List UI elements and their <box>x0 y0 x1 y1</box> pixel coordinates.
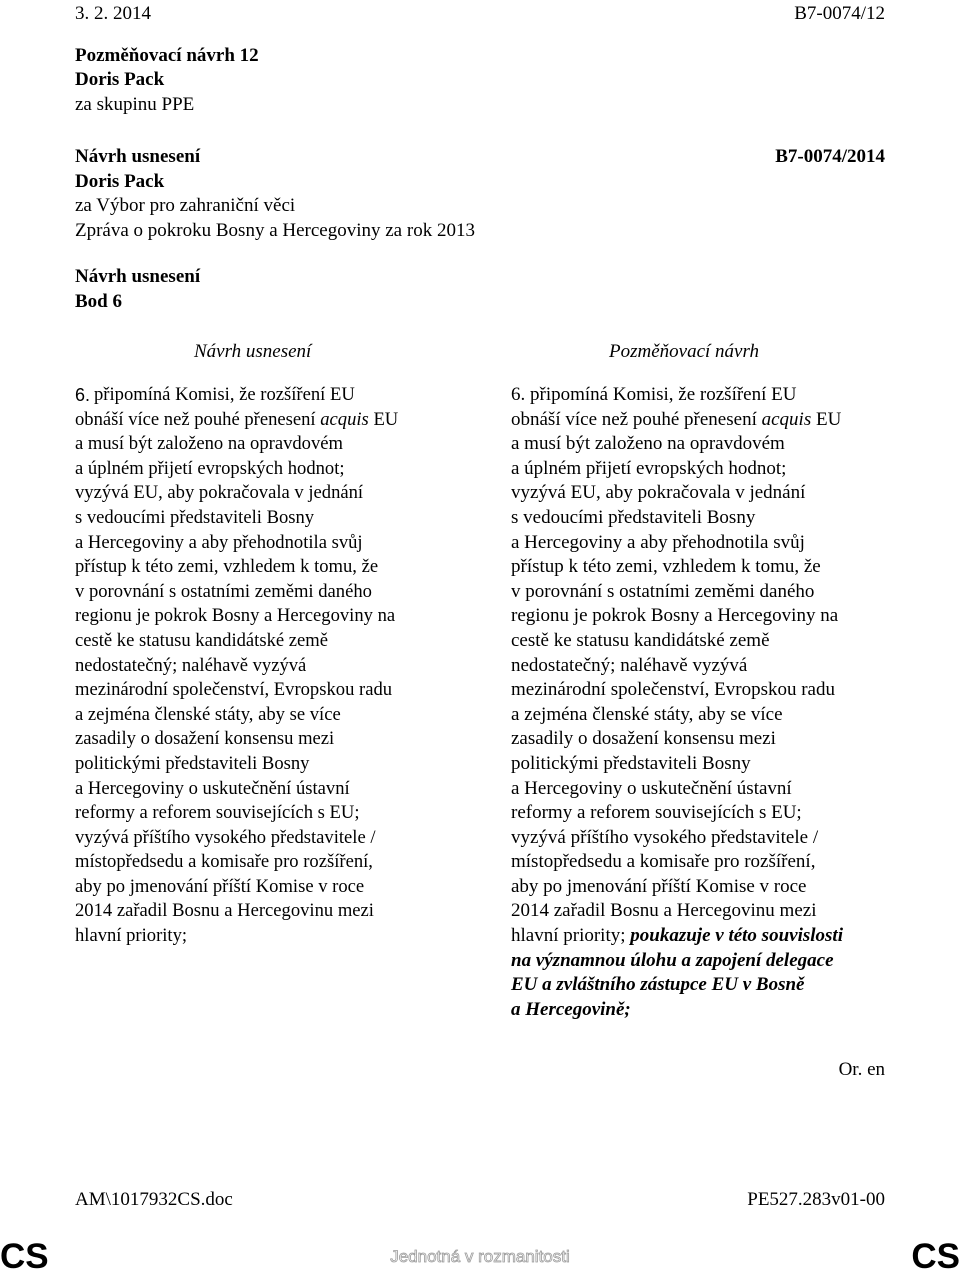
left-line: mezinárodní společenství, Evropskou radu <box>75 679 393 701</box>
motion-label: Návrh usnesení <box>75 146 201 167</box>
left-line: přístup k této zemi, vzhledem k tomu, že <box>75 556 379 578</box>
amendment-group: za skupinu PPE <box>75 94 195 115</box>
footer-motto: Jednotná v rozmanitosti <box>390 1247 570 1266</box>
left-line: vyzývá příštího vysokého představitele / <box>75 826 376 848</box>
header-doc-number: B7-0074/12 <box>794 3 885 24</box>
left-line: cestě ke statusu kandidátské země <box>75 629 328 651</box>
left-point-number: 6. <box>75 385 91 405</box>
right-line: a Hercegoviny a aby přehodnotila svůj <box>511 531 805 553</box>
right-line: vyzývá EU, aby pokračovala v jednání <box>511 482 806 504</box>
footer-file: AM\1017932CS.doc <box>75 1189 233 1210</box>
motion-ref: B7-0074/2014 <box>775 146 885 167</box>
right-line: vyzývá příštího vysokého představitele / <box>511 826 819 848</box>
left-line: obnáší více než pouhé přenesení acquis EU <box>75 408 399 430</box>
right-line: aby po jmenování příští Komise v roce <box>511 875 807 897</box>
left-line: reformy a reforem souvisejících s EU; <box>75 802 360 824</box>
right-line: a Hercegoviny o uskutečnění ústavní <box>511 777 792 799</box>
left-line: v porovnání s ostatními zeměmi daného <box>75 580 372 602</box>
motion-committee: za Výbor pro zahraniční věci <box>75 195 296 216</box>
right-line: politickými představiteli Bosny <box>511 752 751 774</box>
footer-pe-number: PE527.283v01-00 <box>747 1189 885 1210</box>
left-column-heading: Návrh usnesení <box>194 341 312 362</box>
acquis-term: acquis <box>320 408 369 430</box>
left-line: připomíná Komisi, že rozšíření EU <box>94 384 355 405</box>
motion-report: Zpráva o pokroku Bosny a Hercegoviny za rok 2013 <box>75 220 475 241</box>
original-language: Or. en <box>838 1059 885 1080</box>
left-line: 2014 zařadil Bosnu a Hercegovinu mezi <box>75 900 374 922</box>
amendment-author: Doris Pack <box>75 69 165 90</box>
added-text: a Hercegovině; <box>511 998 631 1020</box>
right-line: místopředsedu a komisaře pro rozšíření, <box>511 851 816 873</box>
left-line: aby po jmenování příští Komise v roce <box>75 875 365 897</box>
right-line <box>511 924 931 949</box>
added-text: na významnou úlohu a zapojení delegace <box>511 949 834 971</box>
right-line: regionu je pokrok Bosny a Hercegoviny na <box>511 605 839 627</box>
language-code-left: CS <box>0 1237 49 1276</box>
left-line: a Hercegoviny a aby přehodnotila svůj <box>75 531 363 553</box>
motion-author: Doris Pack <box>75 171 165 192</box>
added-text: EU a zvláštního zástupce EU v Bosně <box>511 974 805 996</box>
acquis-term: acquis <box>761 408 812 430</box>
right-line: a musí být založeno na opravdovém <box>511 433 785 455</box>
section-point: Bod 6 <box>75 291 122 312</box>
left-line: politickými představiteli Bosny <box>75 752 310 774</box>
right-line: cestě ke statusu kandidátské země <box>511 629 770 651</box>
left-line: a Hercegoviny o uskutečnění ústavní <box>75 777 350 799</box>
left-line: a zejména členské státy, aby se více <box>75 703 341 725</box>
right-column-heading: Pozměňovací návrh <box>609 341 760 362</box>
right-line: a úplném přijetí evropských hodnot; <box>511 457 787 479</box>
left-line: s vedoucími představiteli Bosny <box>75 506 315 528</box>
header-date: 3. 2. 2014 <box>75 3 151 24</box>
right-line: obnáší více než pouhé přenesení acquis EU <box>511 408 842 430</box>
right-line: nedostatečný; naléhavě vyzývá <box>511 654 748 676</box>
left-line: a úplném přijetí evropských hodnot; <box>75 457 345 479</box>
left-line: místopředsedu a komisaře pro rozšíření, <box>75 851 373 873</box>
right-line: reformy a reforem souvisejících s EU; <box>511 802 802 824</box>
left-line: nedostatečný; naléhavě vyzývá <box>75 654 307 676</box>
left-line: regionu je pokrok Bosny a Hercegoviny na <box>75 605 396 627</box>
right-line: přístup k této zemi, vzhledem k tomu, že <box>511 556 821 578</box>
right-line: v porovnání s ostatními zeměmi daného <box>511 580 815 602</box>
right-line: mezinárodní společenství, Evropskou radu <box>511 679 835 701</box>
right-line: zasadily o dosažení konsensu mezi <box>511 728 776 750</box>
right-line: 6. připomíná Komisi, že rozšíření EU <box>511 384 797 405</box>
left-line: a musí být založeno na opravdovém <box>75 433 343 455</box>
left-column-text <box>75 383 495 949</box>
left-line: vyzývá EU, aby pokračovala v jednání <box>75 482 364 504</box>
added-text: poukazuje v této souvislosti <box>630 925 843 947</box>
amendment-title: Pozměňovací návrh 12 <box>75 45 259 66</box>
right-line: a zejména členské státy, aby se více <box>511 703 783 725</box>
section-label: Návrh usnesení <box>75 266 201 287</box>
right-line-unchanged: hlavní priority; <box>511 925 626 947</box>
left-line: hlavní priority; <box>75 925 188 947</box>
right-line: s vedoucími představiteli Bosny <box>511 506 756 528</box>
language-code-right: CS <box>911 1237 960 1276</box>
right-column-text <box>511 383 931 1022</box>
left-line: zasadily o dosažení konsensu mezi <box>75 728 335 750</box>
right-line: 2014 zařadil Bosnu a Hercegovinu mezi <box>511 900 817 922</box>
